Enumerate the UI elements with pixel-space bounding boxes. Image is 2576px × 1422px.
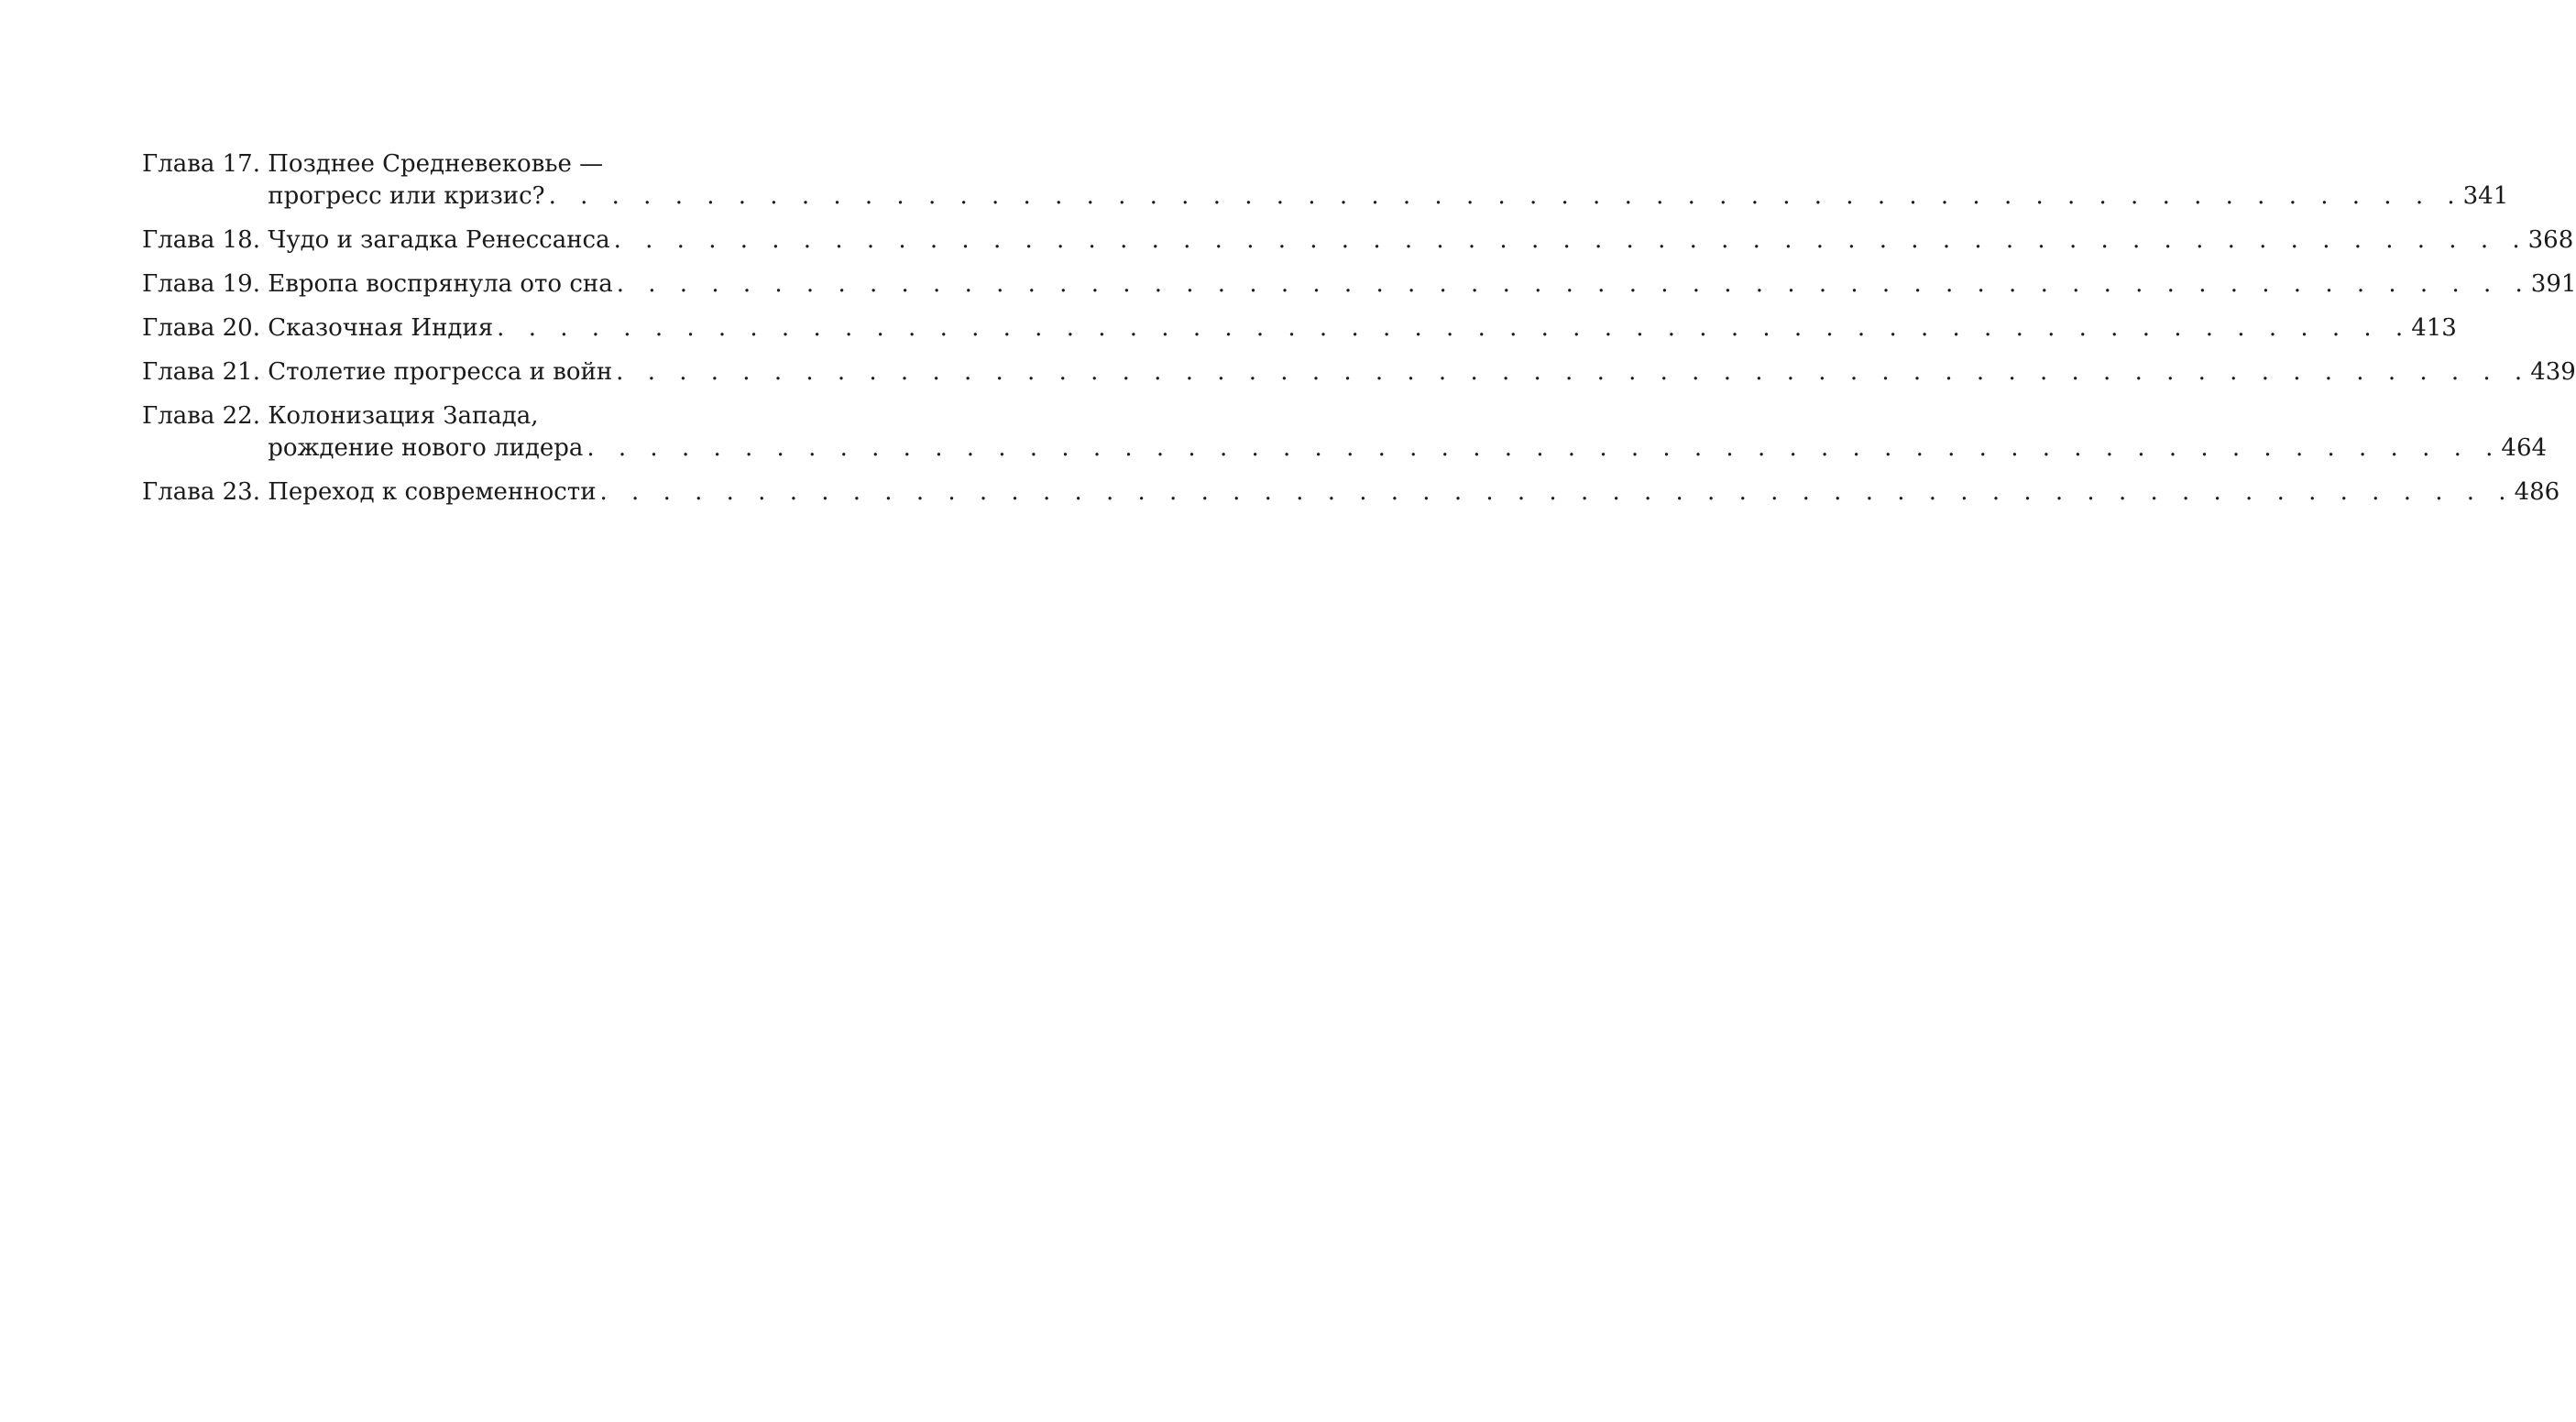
chapter-label: Глава 22.	[142, 402, 260, 430]
chapter-label: Глава 21.	[142, 358, 260, 386]
toc-entry-17[interactable]	[142, 148, 2509, 213]
toc-entry-19[interactable]	[142, 268, 2576, 301]
chapter-label: Глава 19.	[142, 270, 260, 298]
page-number: 439	[2530, 358, 2576, 386]
chapter-label: Глава 18.	[142, 226, 260, 254]
toc-entry-18[interactable]	[142, 224, 2574, 257]
toc-entry-21[interactable]	[142, 356, 2576, 388]
page-number: 368	[2527, 226, 2574, 254]
page-number: 486	[2514, 478, 2560, 506]
dot-leader: . . . . . . . . . . . . . . . . . . . . . . . . . . . . . . . . . . . . . . . . . . . . . . . . . . . . . . . . . . . . .	[616, 270, 2531, 298]
chapter-title-line: Сказочная Индия	[268, 314, 494, 342]
page-number: 391	[2530, 270, 2576, 298]
chapter-title-line: Колонизация Запада,	[268, 402, 539, 430]
dot-leader: . . . . . . . . . . . . . . . . . . . . . . . . . . . . . . . . . . . . . . . . . . . . . . . . . . . . . . . . . . . . .	[616, 358, 2531, 386]
chapter-title	[268, 224, 2574, 257]
chapter-title-line: Европа воспрянула ото сна	[268, 270, 613, 298]
dot-leader: . . . . . . . . . . . . . . . . . . . . . . . . . . . . . . . . . . . . . . . . . . . . . . . . . . . . . . . . . . . . .	[548, 182, 2463, 210]
chapter-title-line: прогресс или кризис?	[268, 182, 545, 210]
dot-leader: . . . . . . . . . . . . . . . . . . . . . . . . . . . . . . . . . . . . . . . . . . . . . . . . . . . . . . . . . . . . .	[586, 434, 2502, 462]
chapter-title	[268, 268, 2576, 301]
toc-entry-20[interactable]	[142, 312, 2457, 345]
chapter-title	[268, 312, 2457, 345]
dot-leader: . . . . . . . . . . . . . . . . . . . . . . . . . . . . . . . . . . . . . . . . . . . . . . . . . . . . . . . . . . . . .	[613, 226, 2528, 254]
toc-entry-23[interactable]	[142, 476, 2560, 509]
chapter-title-line: Чудо и загадка Ренессанса	[268, 226, 610, 254]
chapter-label: Глава 20.	[142, 314, 260, 342]
toc-entry-22[interactable]	[142, 400, 2548, 465]
chapter-title-line: Столетие прогресса и войн	[268, 358, 613, 386]
dot-leader: . . . . . . . . . . . . . . . . . . . . . . . . . . . . . . . . . . . . . . . . . . . . . . . . . . . . . . . . . . . . .	[599, 478, 2515, 506]
chapter-title	[268, 148, 2509, 213]
chapter-label: Глава 23.	[142, 478, 260, 506]
table-of-contents	[142, 148, 2576, 520]
chapter-label: Глава 17.	[142, 150, 260, 178]
chapter-title	[268, 400, 2548, 465]
chapter-title-line: Позднее Средневековье —	[268, 150, 604, 178]
chapter-title-line: Переход к современности	[268, 478, 597, 506]
chapter-title	[268, 476, 2560, 509]
page-number: 413	[2411, 314, 2457, 342]
chapter-title-line: рождение нового лидера	[268, 434, 584, 462]
dot-leader: . . . . . . . . . . . . . . . . . . . . . . . . . . . . . . . . . . . . . . . . . . . . . . . . . . . . . . . . . . . . .	[497, 314, 2412, 342]
chapter-title	[268, 356, 2576, 388]
page-number: 341	[2462, 182, 2509, 210]
page-number: 464	[2501, 434, 2548, 462]
